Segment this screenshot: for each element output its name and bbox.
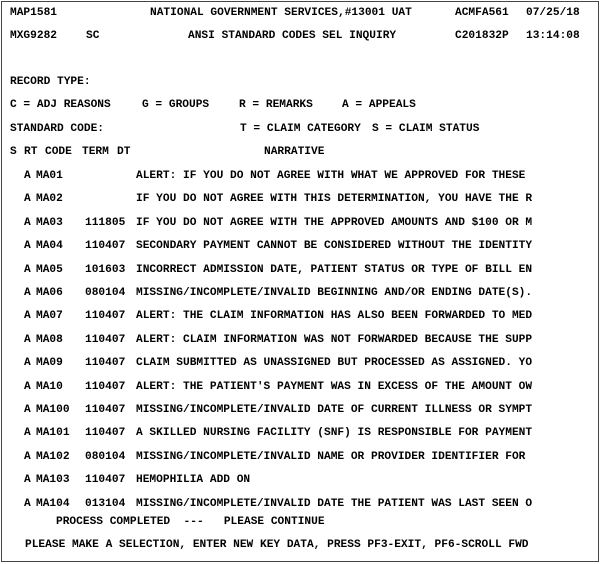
record-type-option-remarks: R = REMARKS <box>239 99 313 111</box>
row-narrative: ALERT: IF YOU DO NOT AGREE WITH WHAT WE APPROVED FOR THESE <box>136 170 526 182</box>
row-narrative: INCORRECT ADMISSION DATE, PATIENT STATUS OR TYPE OF BILL EN <box>136 264 533 276</box>
row-type: A <box>24 310 31 322</box>
row-type: A <box>24 287 31 299</box>
record-type-label: RECORD TYPE: <box>10 76 91 88</box>
row-code: MA04 <box>36 240 63 252</box>
record-type-option-groups: G = GROUPS <box>142 99 210 111</box>
row-narrative: A SKILLED NURSING FACILITY (SNF) IS RESPONSIBLE FOR PAYMENT <box>136 427 533 439</box>
table-row[interactable] <box>2 240 596 253</box>
row-narrative: IF YOU DO NOT AGREE WITH THIS DETERMINATION, YOU HAVE THE R <box>136 193 533 205</box>
record-type-option-appeals: A = APPEALS <box>342 99 416 111</box>
row-type: A <box>24 264 31 276</box>
user-id: ACMFA561 <box>455 7 509 19</box>
row-code: MA08 <box>36 334 63 346</box>
row-code: MA100 <box>36 404 70 416</box>
table-row[interactable] <box>2 451 596 464</box>
table-row[interactable] <box>2 498 596 511</box>
row-term-date: 110407 <box>85 240 126 252</box>
column-header-row <box>2 146 596 159</box>
row-type: A <box>24 381 31 393</box>
terminal-id: C201832P <box>455 30 509 42</box>
record-type-option-adj-reasons: C = ADJ REASONS <box>10 99 111 111</box>
table-row[interactable] <box>2 381 596 394</box>
header-row-2 <box>2 30 596 43</box>
command-instructions: PLEASE MAKE A SELECTION, ENTER NEW KEY DATA, PRESS PF3-EXIT, PF6-SCROLL FWD <box>25 539 529 551</box>
row-term-date: 110407 <box>85 427 126 439</box>
standard-code-option-claim-status: S = CLAIM STATUS <box>372 123 480 135</box>
row-term-date: 080104 <box>85 287 126 299</box>
row-type: A <box>24 498 31 510</box>
row-term-date: 110407 <box>85 404 126 416</box>
row-type: A <box>24 240 31 252</box>
terminal-screen <box>1 1 599 562</box>
table-row[interactable] <box>2 264 596 277</box>
table-row[interactable] <box>2 404 596 417</box>
column-header-code: CODE <box>45 146 72 158</box>
record-type-row <box>2 76 596 89</box>
current-date: 07/25/18 <box>526 7 580 19</box>
row-code: MA103 <box>36 474 70 486</box>
row-term-date: 080104 <box>85 451 126 463</box>
row-narrative: MISSING/INCOMPLETE/INVALID NAME OR PROVIDER IDENTIFIER FOR <box>136 451 526 463</box>
row-narrative: CLAIM SUBMITTED AS UNASSIGNED BUT PROCESSED AS ASSIGNED. YO <box>136 357 533 369</box>
table-row[interactable] <box>2 193 596 206</box>
row-code: MA06 <box>36 287 63 299</box>
row-type: A <box>24 217 31 229</box>
command-line-row <box>2 539 596 552</box>
row-type: A <box>24 474 31 486</box>
row-narrative: ALERT: CLAIM INFORMATION WAS NOT FORWARDED BECAUSE THE SUPP <box>136 334 533 346</box>
table-row[interactable] <box>2 170 596 183</box>
row-code: MA09 <box>36 357 63 369</box>
row-code: MA03 <box>36 217 63 229</box>
column-header-narrative: NARRATIVE <box>264 146 325 158</box>
row-type: A <box>24 170 31 182</box>
row-code: MA05 <box>36 264 63 276</box>
row-term-date: 110407 <box>85 357 126 369</box>
status-message: PROCESS COMPLETED --- PLEASE CONTINUE <box>56 516 325 528</box>
row-narrative: IF YOU DO NOT AGREE WITH THE APPROVED AMOUNTS AND $100 OR M <box>136 217 533 229</box>
row-code: MA07 <box>36 310 63 322</box>
screen-id: MXG9282 <box>10 30 57 42</box>
column-header-s: S <box>10 146 17 158</box>
row-type: A <box>24 334 31 346</box>
table-row[interactable] <box>2 334 596 347</box>
row-code: MA101 <box>36 427 70 439</box>
row-term-date: 111805 <box>85 217 126 229</box>
standard-code-row <box>2 123 596 136</box>
table-row[interactable] <box>2 310 596 323</box>
record-type-options <box>2 99 596 112</box>
row-narrative: ALERT: THE CLAIM INFORMATION HAS ALSO BEEN FORWARDED TO MED <box>136 310 533 322</box>
standard-code-label: STANDARD CODE: <box>10 123 104 135</box>
row-narrative: MISSING/INCOMPLETE/INVALID BEGINNING AND/OR ENDING DATE(S). <box>136 287 533 299</box>
current-time: 13:14:08 <box>526 30 580 42</box>
row-narrative: SECONDARY PAYMENT CANNOT BE CONSIDERED WITHOUT THE IDENTITY <box>136 240 533 252</box>
row-type: A <box>24 427 31 439</box>
row-term-date: 110407 <box>85 334 126 346</box>
header-row-1 <box>2 7 596 20</box>
system-id: MAP1581 <box>10 7 57 19</box>
status-message-row <box>2 516 596 529</box>
table-row[interactable] <box>2 217 596 230</box>
screen-mode: SC <box>86 30 100 42</box>
table-row[interactable] <box>2 357 596 370</box>
row-type: A <box>24 357 31 369</box>
row-narrative: MISSING/INCOMPLETE/INVALID DATE OF CURRENT ILLNESS OR SYMPT <box>136 404 533 416</box>
row-type: A <box>24 193 31 205</box>
row-narrative: MISSING/INCOMPLETE/INVALID DATE THE PATIENT WAS LAST SEEN O <box>136 498 533 510</box>
row-code: MA102 <box>36 451 70 463</box>
table-row[interactable] <box>2 287 596 300</box>
screen-subtitle: ANSI STANDARD CODES SEL INQUIRY <box>188 30 397 42</box>
row-code: MA104 <box>36 498 70 510</box>
row-term-date: 013104 <box>85 498 126 510</box>
row-term-date: 110407 <box>85 474 126 486</box>
screen-title: NATIONAL GOVERNMENT SERVICES,#13001 UAT <box>150 7 412 19</box>
table-row[interactable] <box>2 474 596 487</box>
row-type: A <box>24 451 31 463</box>
column-header-dt: DT <box>117 146 131 158</box>
row-term-date: 110407 <box>85 381 126 393</box>
row-code: MA01 <box>36 170 63 182</box>
row-code: MA10 <box>36 381 63 393</box>
row-code: MA02 <box>36 193 63 205</box>
column-header-term: TERM <box>82 146 109 158</box>
table-row[interactable] <box>2 427 596 440</box>
row-narrative: HEMOPHILIA ADD ON <box>136 474 251 486</box>
row-term-date: 110407 <box>85 310 126 322</box>
column-header-rt: RT <box>24 146 38 158</box>
row-term-date: 101603 <box>85 264 126 276</box>
row-type: A <box>24 404 31 416</box>
standard-code-option-claim-category: T = CLAIM CATEGORY <box>240 123 361 135</box>
row-narrative: ALERT: THE PATIENT'S PAYMENT WAS IN EXCESS OF THE AMOUNT OW <box>136 381 533 393</box>
